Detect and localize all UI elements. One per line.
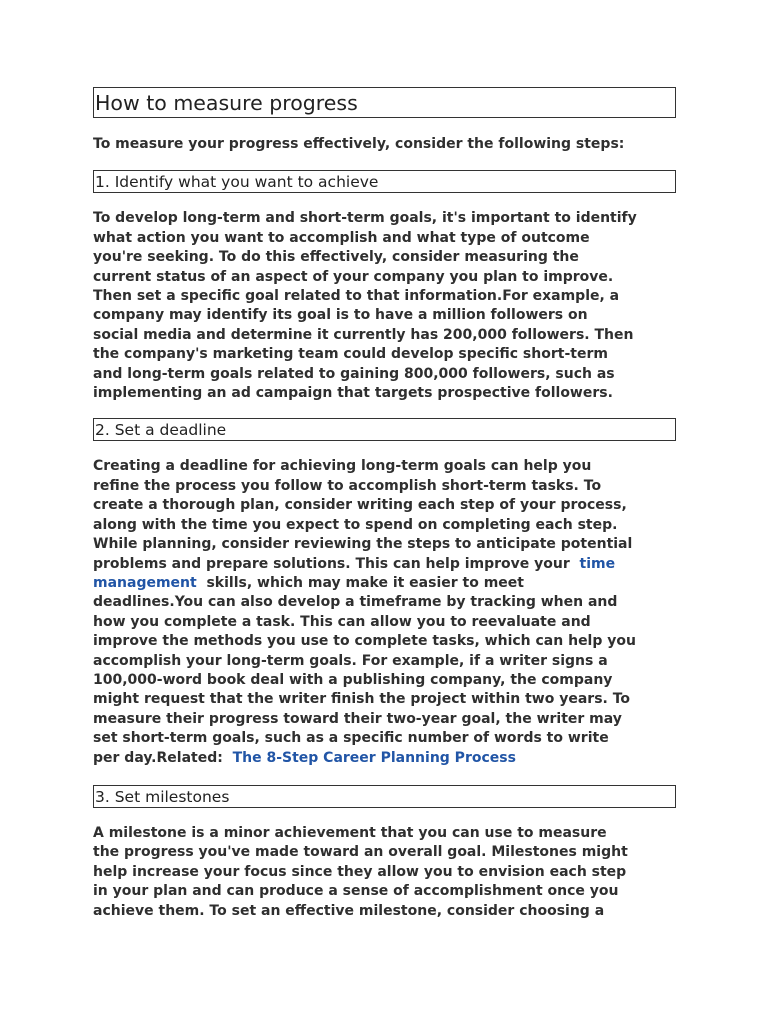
section-paragraph-milestones — [93, 824, 676, 921]
paragraph-line: might request that the writer finish the project within two years. To — [93, 691, 631, 708]
paragraph-line: and long-term goals related to gaining 800,000 followers, such as — [93, 365, 615, 382]
paragraph-line: company may identify its goal is to have a million followers on — [93, 307, 588, 324]
time-management-link-continued[interactable]: management — [93, 574, 197, 591]
paragraph-line: set short-term goals, such as a specific number of words to write — [93, 730, 609, 747]
paragraph-line — [93, 574, 676, 593]
line-text: skills, which may make it easier to meet — [206, 574, 524, 591]
section-paragraph-identify — [93, 209, 676, 403]
section-heading-identify: 1. Identify what you want to achieve — [93, 170, 676, 193]
section-heading-milestones: 3. Set milestones — [93, 785, 676, 808]
paragraph-line: 100,000-word book deal with a publishing company, the company — [93, 671, 613, 688]
paragraph-line: accomplish your long-term goals. For example, if a writer signs a — [93, 652, 608, 669]
paragraph-line: help increase your focus since they allow you to envision each step — [93, 863, 627, 880]
paragraph-line: along with the time you expect to spend on completing each step. — [93, 516, 618, 533]
paragraph-line — [93, 555, 676, 574]
section-heading-deadline: 2. Set a deadline — [93, 418, 676, 441]
paragraph-line: in your plan and can produce a sense of accomplishment once you — [93, 883, 619, 900]
page-title: How to measure progress — [93, 87, 676, 118]
paragraph-line: To develop long-term and short-term goals, it's important to identify — [93, 210, 637, 227]
intro-paragraph: To measure your progress effectively, consider the following steps: — [93, 136, 625, 152]
paragraph-line: Creating a deadline for achieving long-term goals can help you — [93, 458, 592, 475]
paragraph-line: the company's marketing team could develop specific short-term — [93, 346, 608, 363]
paragraph-line: implementing an ad campaign that targets prospective followers. — [93, 385, 613, 402]
paragraph-line: deadlines.You can also develop a timeframe by tracking when and — [93, 594, 618, 611]
paragraph-line: improve the methods you use to complete tasks, which can help you — [93, 633, 636, 650]
paragraph-line: current status of an aspect of your company you plan to improve. — [93, 268, 614, 285]
paragraph-line: create a thorough plan, consider writing each step of your process, — [93, 497, 627, 514]
paragraph-line: social media and determine it currently has 200,000 followers. Then — [93, 326, 634, 343]
career-planning-link[interactable]: The 8-Step Career Planning Process — [232, 749, 516, 766]
line-text: problems and prepare solutions. This can help improve your — [93, 555, 570, 572]
paragraph-line: the progress you've made toward an overall goal. Milestones might — [93, 844, 628, 861]
paragraph-line: Then set a specific goal related to that information.For example, a — [93, 288, 620, 305]
paragraph-line: achieve them. To set an effective milestone, consider choosing a — [93, 902, 605, 919]
paragraph-line: measure their progress toward their two-year goal, the writer may — [93, 710, 622, 727]
article — [93, 87, 676, 921]
paragraph-line: how you complete a task. This can allow you to reevaluate and — [93, 613, 591, 630]
paragraph-line: you're seeking. To do this effectively, consider measuring the — [93, 249, 579, 266]
paragraph-line — [93, 749, 676, 768]
paragraph-line: what action you want to accomplish and what type of outcome — [93, 229, 590, 246]
paragraph-line: refine the process you follow to accomplish short-term tasks. To — [93, 477, 602, 494]
section-paragraph-deadline — [93, 457, 676, 768]
time-management-link[interactable]: time — [579, 555, 616, 572]
paragraph-line: A milestone is a minor achievement that you can use to measure — [93, 824, 607, 841]
line-text: per day.Related: — [93, 749, 223, 766]
paragraph-line: While planning, consider reviewing the steps to anticipate potential — [93, 536, 633, 553]
